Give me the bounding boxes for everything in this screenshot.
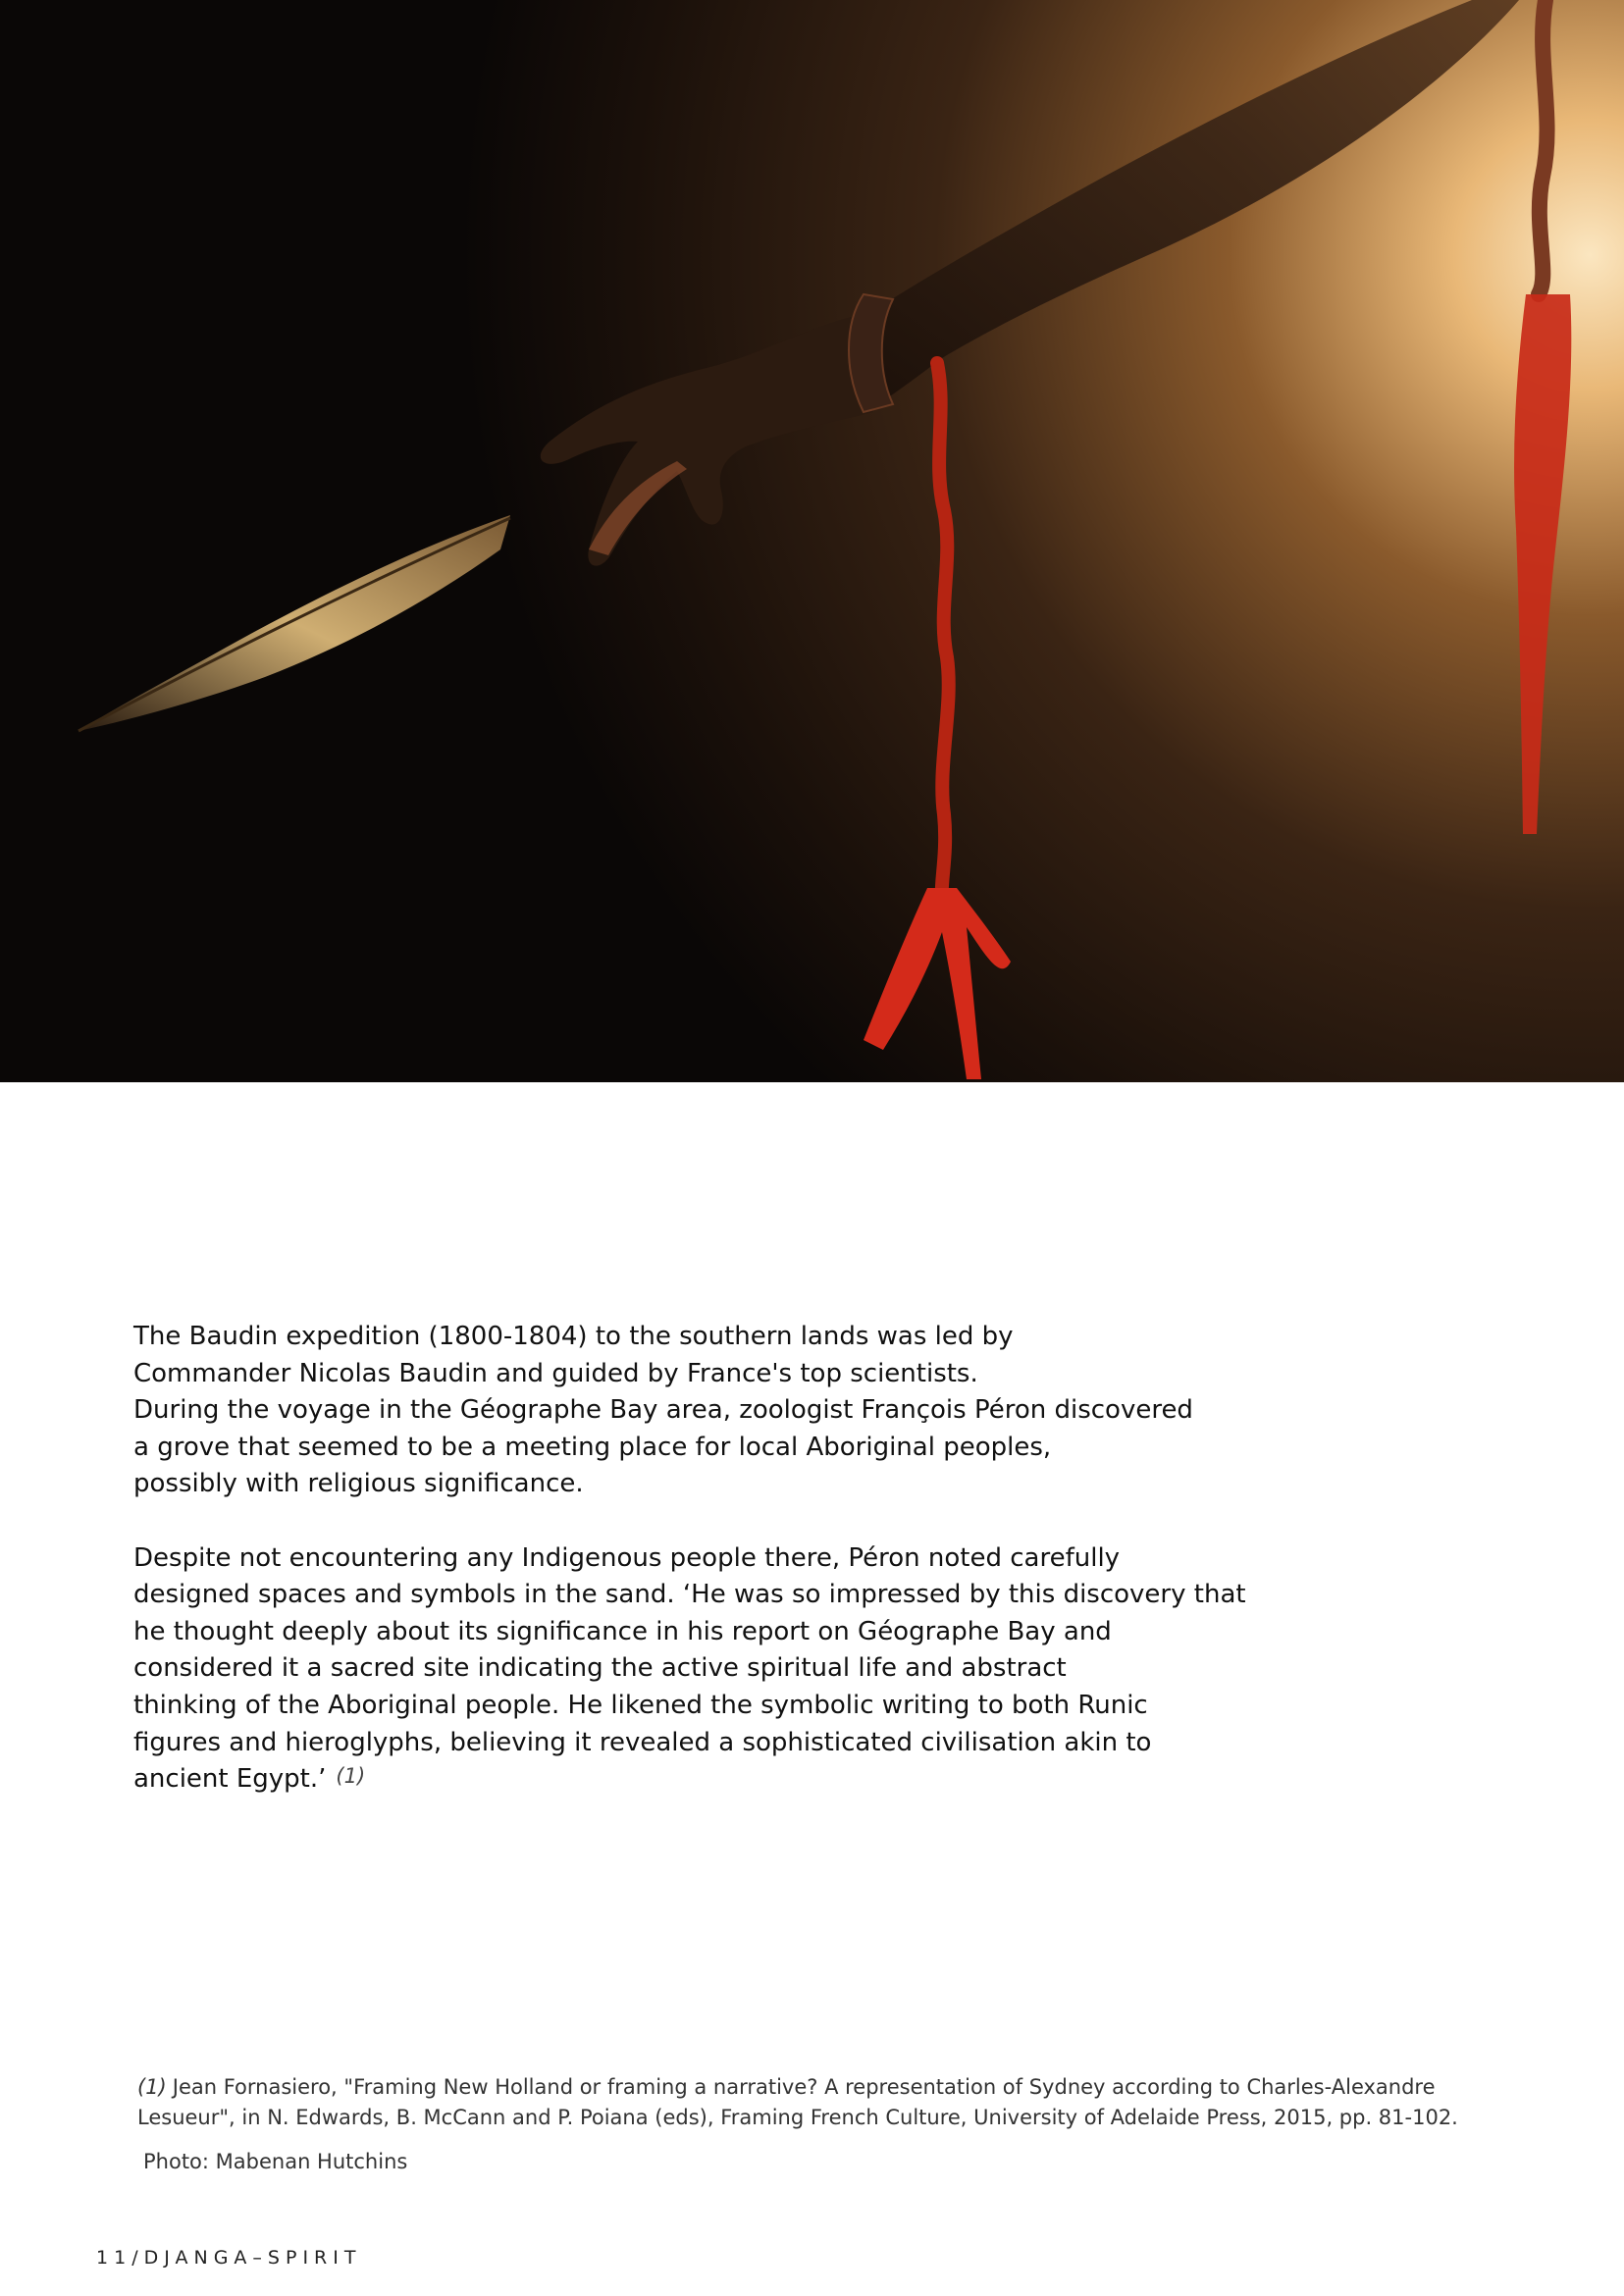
text-line: designed spaces and symbols in the sand. ‘He was so impressed by this discovery that	[133, 1580, 1246, 1610]
red-cord-right	[1539, 0, 1547, 294]
page-footer	[96, 2247, 361, 2269]
footnote-line-2: Lesueur", in N. Edwards, B. McCann and P. Poiana (eds), Framing French Culture, University of Adelaide Press, 2015, pp. 81-102.	[137, 2106, 1458, 2129]
text-line: figures and hieroglyphs, believing it revealed a sophisticated civilisation akin to	[133, 1727, 1152, 1757]
article-body	[133, 1319, 1262, 1800]
photo-illustration	[0, 0, 1624, 1082]
photo-credit: Photo: Mabenan Hutchins	[143, 2150, 408, 2173]
text-line: he thought deeply about its significance in his report on Géographe Bay and	[133, 1616, 1112, 1646]
text-line: thinking of the Aboriginal people. He likened the symbolic writing to both Runic	[133, 1690, 1148, 1720]
footnote-reference[interactable]: (1)	[336, 1764, 366, 1789]
footnote-text: Jean Fornasiero, "Framing New Holland or framing a narrative? A representation of Sydney according to Charles-Alexandre	[172, 2075, 1436, 2099]
text-line: possibly with religious significance.	[133, 1469, 584, 1499]
text-line-last	[133, 1761, 1262, 1800]
text-line: Commander Nicolas Baudin and guided by France's top scientists.	[133, 1358, 978, 1388]
footnote	[137, 2072, 1550, 2133]
hero-photo	[0, 0, 1624, 1082]
footnote-number: (1)	[137, 2075, 167, 2099]
text-line-content: ancient Egypt.’	[133, 1764, 327, 1795]
paragraph-2	[133, 1540, 1262, 1800]
footer-separator: /	[131, 2247, 144, 2269]
text-line: The Baudin expedition (1800-1804) to the southern lands was led by	[133, 1322, 1014, 1351]
page-number: 11	[96, 2247, 132, 2269]
text-line: considered it a sacred site indicating the active spiritual life and abstract	[133, 1653, 1067, 1684]
text-line: Despite not encountering any Indigenous people there, Péron noted carefully	[133, 1542, 1121, 1573]
text-line: a grove that seemed to be a meeting place for local Aboriginal peoples,	[133, 1432, 1052, 1462]
text-line: During the voyage in the Géographe Bay area, zoologist François Péron discovered	[133, 1395, 1193, 1426]
publication-name: DJANGA–SPIRIT	[143, 2247, 362, 2269]
paragraph-1	[133, 1319, 1262, 1503]
footnote-line-1	[137, 2072, 1550, 2103]
